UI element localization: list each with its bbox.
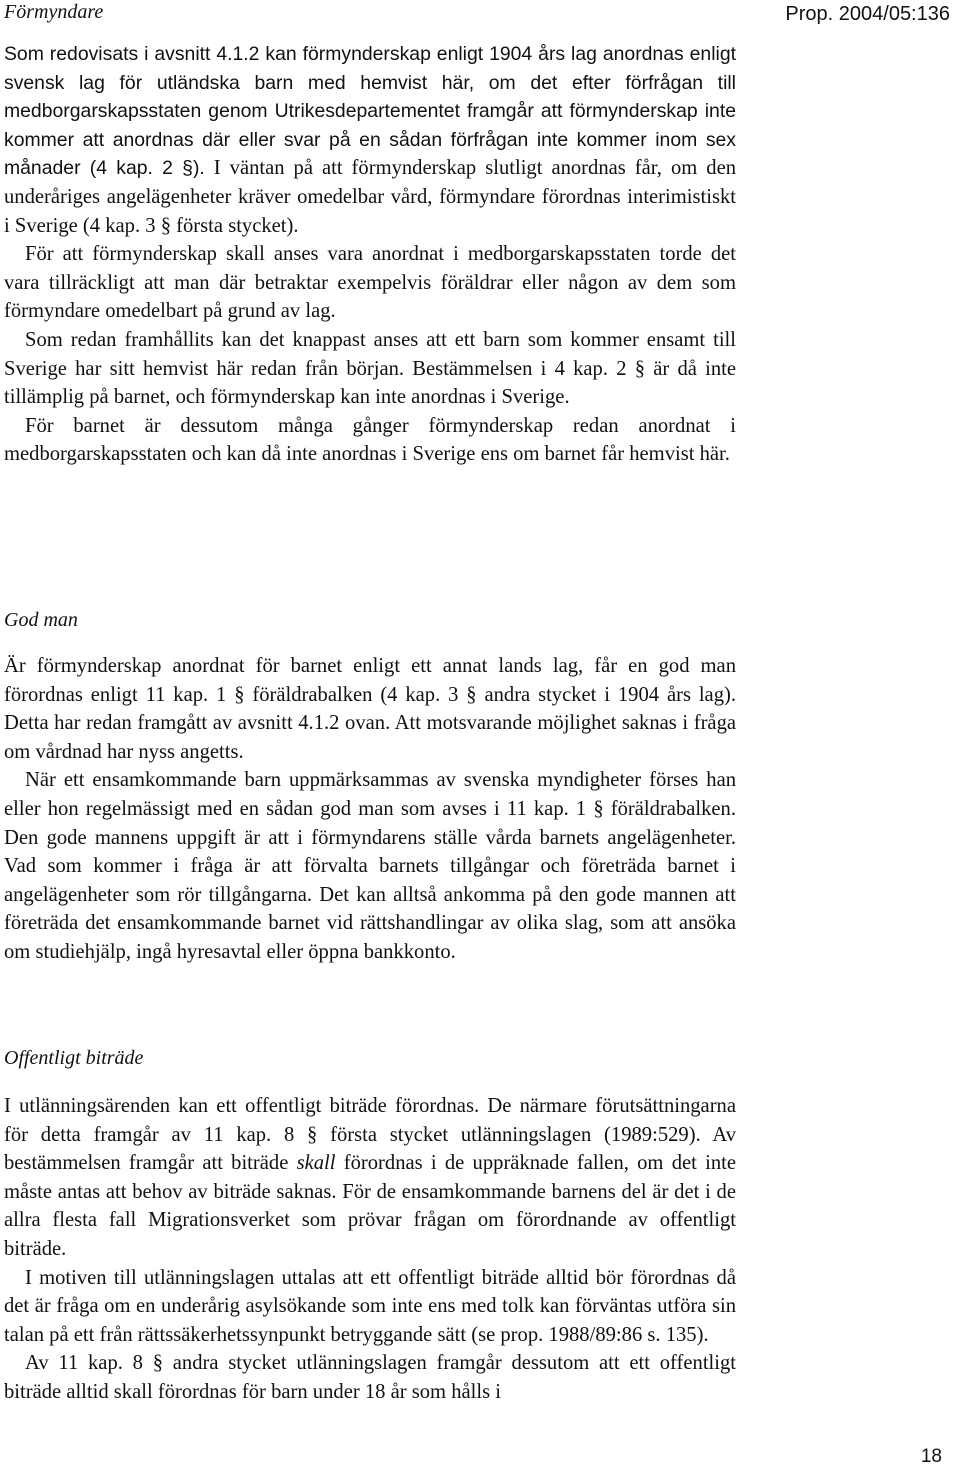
heading-offentligt-bitrade: Offentligt biträde [4,1047,144,1069]
page-number: 18 [920,1446,942,1467]
intro-paragraph-1 [4,40,736,240]
god-man-section [4,652,736,967]
intro-section [4,40,736,469]
god-man-paragraph-1: Är förmynderskap anordnat för barnet enligt ett annat lands lag, får en god man förordnas enligt 11 kap. 1 § föräldrabalken (4 kap. 3 § andra stycket i 1904 års lag). Detta har redan framgått av avsnitt 4.1.2 ovan. Att motsvarande möjlighet saknas i fråga om vårdnad har nyss angetts. [4,655,736,763]
offentligt-bitrade-paragraph-2: I motiven till utlänningslagen uttalas att ett offentligt biträde alltid bör förordnas då det är fråga om en underårig asylsökande som inte ens med tolk kan förväntas utföra sin talan på ett från rättssäkerhetssynpunkt betryggande sätt (se prop. 1988/89:86 s. 135). [4,1266,736,1346]
heading-god-man: God man [4,609,78,631]
running-header-section-title: Förmyndare [4,1,104,23]
intro-paragraph-4: För barnet är dessutom många gånger förmynderskap redan anordnat i medborgarskapsstaten och kan då inte anordnas i Sverige ens om barnet får hemvist här. [4,414,736,466]
offentligt-bitrade-section [4,1092,736,1407]
offentligt-bitrade-paragraph-1-b: förordnas i de uppräknade fallen, om det inte måste antas att behov av biträde saknas. För de ensamkommande barnens del är det i de allra flesta fall Migrationsverket som prövar frågan om förordnande av offentligt biträde. [4,1152,736,1260]
intro-paragraph-3: Som redan framhållits kan det knappast anses att ett barn som kommer ensamt till Sverige har sitt hemvist här redan från början. Bestämmelsen i 4 kap. 2 § är då inte tillämplig på barnet, och förmynderskap kan inte anordnas i Sverige. [4,328,736,409]
offentligt-bitrade-paragraph-1 [4,1092,736,1264]
intro-paragraph-1-serif: I väntan på att förmynderskap slutligt anordnas får, om den underåriges angelägenheter kräver omedelbar vård, förmyndare förordnas interimistiskt i Sverige (4 kap. 3 § första stycket). [4,157,737,237]
god-man-paragraph-2: När ett ensamkommande barn uppmärksammas av svenska myndigheter förses han eller hon regelmässigt med en sådan god man som avses i 11 kap. 1 § föräldrabalken. Den gode mannens uppgift är att i förmyndarens ställe vårda barnets angelägenheter. Vad som kommer i fråga är att förvalta barnets tillgångar och företräda barnet i angelägenheter som rör tillgångarna. Det kan alltså ankomma på den gode mannen att företräda det ensamkommande barnet vid rättshandlingar av olika slag, som att ansöka om studiehjälp, ingå hyresavtal eller öppna bankkonto. [4,769,736,963]
offentligt-bitrade-paragraph-3: Av 11 kap. 8 § andra stycket utlänningslagen framgår dessutom att ett offentligt biträde alltid skall förordnas för barn under 18 år som hålls i [4,1352,736,1403]
offentligt-bitrade-emphasis-skall: skall [296,1152,336,1175]
offentligt-bitrade-paragraph-1-a: I utlänningsärenden kan ett offentligt biträde förordnas. De närmare förutsättningarna för detta framgår av 11 kap. 8 § första stycket utlänningslagen (1989:529). Av bestämmelsen framgår att biträde [4,1095,736,1175]
running-header-prop-ref: Prop. 2004/05:136 [785,3,950,25]
intro-paragraph-1-sans: Som redovisats i avsnitt 4.1.2 kan förmynderskap enligt 1904 års lag anordnas enligt svensk lag för utländska barn med hemvist här, om det efter förfrågan till medborgarskapsstaten genom Utrikesdepartementet framgår att förmynderskap inte kommer att anordnas där eller svar på en sådan förfrågan inte kommer inom sex månader (4 kap. 2 §). [4,43,736,180]
intro-paragraph-2: För att förmynderskap skall anses vara anordnat i medborgarskapsstaten torde det vara tillräckligt att man där betraktar exempelvis föräldrar eller någon av dem som förmyndare omedelbart på grund av lag. [4,243,736,323]
